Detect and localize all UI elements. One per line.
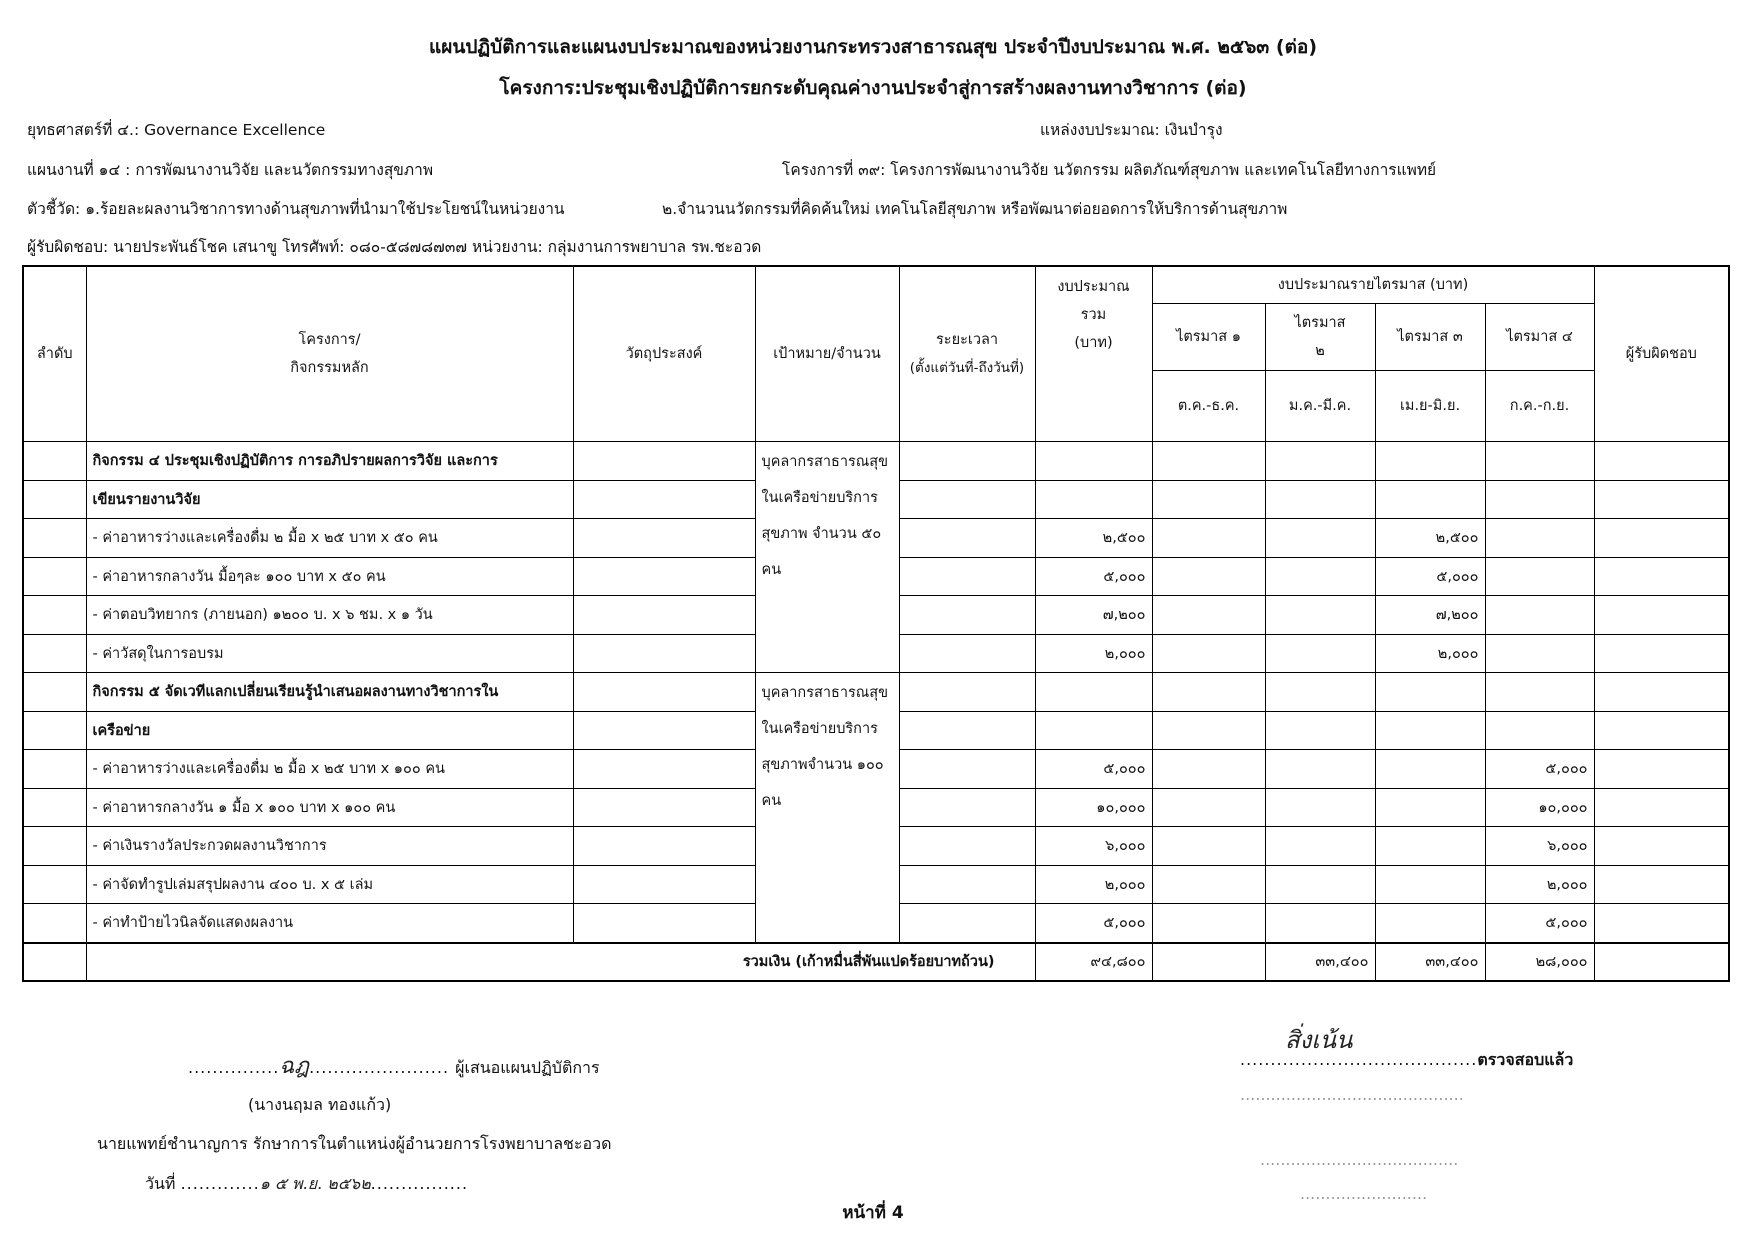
date-label: วันที่ — [145, 1174, 176, 1193]
header-q3-range: เม.ย-มิ.ย. — [1375, 371, 1485, 442]
activity5-item-2-q4: ๑๐,๐๐๐ — [1485, 788, 1594, 827]
total-q3: ๓๓,๔๐๐ — [1375, 943, 1485, 981]
checker-label: ตรวจสอบแล้ว — [1477, 1050, 1574, 1069]
total-sum: ๙๔,๘๐๐ — [1035, 943, 1152, 981]
header-row-1 — [23, 266, 1729, 304]
header-q3: ไตรมาส ๓ — [1375, 304, 1485, 371]
indicator-2-text: ๒.จำนวนนวัตกรรมที่คิดค้นใหม่ เทคโนโลยีสุขภาพ หรือพัฒนาต่อยอดการให้บริการด้านสุขภาพ — [662, 200, 1288, 218]
activity5-title-line1: กิจกรรม ๕ จัดเวทีแลกเปลี่ยนเรียนรู้นำเสนอผลงานทางวิชาการใน — [86, 673, 573, 712]
activity4-target: บุคลากรสาธารณสุข ในเครือข่ายบริการ สุขภาพ จำนวน ๕๐ คน — [755, 442, 899, 673]
activity4-title-line2: เขียนรายงานวิจัย — [86, 480, 573, 519]
activity5-item-3-q4: ๖,๐๐๐ — [1485, 827, 1594, 866]
activity4-item-3-label: - ค่าตอบวิทยากร (ภายนอก) ๑๒๐๐ บ. x ๖ ชม. x ๑ วัน — [86, 596, 573, 635]
header-project-line1: โครงการ/ — [298, 332, 361, 348]
activity4-item-2-q3: ๕,๐๐๐ — [1375, 557, 1485, 596]
faint-line-3: ......................... — [1300, 1184, 1428, 1203]
indicator-1-text: ตัวชี้วัด: ๑.ร้อยละผลงานวิชาการทางด้านสุขภาพที่นำมาใช้ประโยชน์ในหน่วยงาน — [27, 200, 565, 218]
table-row — [23, 673, 1729, 712]
proposer-signature: ฉฎ — [279, 1054, 310, 1079]
header-q2-line1: ไตรมาส — [1294, 315, 1346, 331]
page-number: หน้าที่ 4 — [842, 1203, 904, 1223]
header-budget-line2: รวม — [1080, 307, 1107, 323]
checker-signature-line — [1240, 1026, 1574, 1073]
header-q4: ไตรมาส ๔ — [1485, 304, 1594, 371]
faint-line-1: ............................................ — [1240, 1085, 1464, 1104]
total-q4: ๒๘,๐๐๐ — [1485, 943, 1594, 981]
responsible-text: ผู้รับผิดชอบ: นายประพันธ์โชค เสนาขู โทรศัพท์: ๐๘๐-๕๘๗๘๗๓๗ หน่วยงาน: กลุ่มงานการพยาบาล รพ.ชะอวด — [27, 238, 762, 256]
activity4-item-2-total: ๕,๐๐๐ — [1035, 557, 1152, 596]
budget-source-text: แหล่งงบประมาณ: เงินบำรุง — [1040, 121, 1223, 139]
activity5-item-2-label: - ค่าอาหารกลางวัน ๑ มื้อ x ๑๐๐ บาท x ๑๐๐ คน — [86, 788, 573, 827]
activity5-item-1-total: ๕,๐๐๐ — [1035, 750, 1152, 789]
activity4-item-3-q3: ๗,๒๐๐ — [1375, 596, 1485, 635]
total-row — [23, 943, 1729, 981]
header-period-line1: ระยะเวลา — [936, 332, 998, 348]
header-period-line2: (ตั้งแต่วันที่-ถึงวันที่) — [909, 360, 1025, 376]
checker-dotted-line: ....................................... — [1240, 1050, 1478, 1069]
activity5-item-5-q4: ๕,๐๐๐ — [1485, 904, 1594, 943]
activity5-item-4-q4: ๒,๐๐๐ — [1485, 865, 1594, 904]
proposer-signature-line — [188, 1048, 600, 1083]
activity5-item-3-label: - ค่าเงินรางวัลประกวดผลงานวิชาการ — [86, 827, 573, 866]
activity5-title-line2: เครือข่าย — [86, 711, 573, 750]
header-period — [899, 266, 1035, 442]
document-title: แผนปฏิบัติการและแผนงบประมาณของหน่วยงานกระทรวงสาธารณสุข ประจำปีงบประมาณ พ.ศ. ๒๕๖๓ (ต่อ) — [428, 36, 1318, 58]
date-value: ๑ ๕ พ.ย. ๒๕๖๒ — [259, 1174, 371, 1193]
header-budget-line3: (บาท) — [1074, 335, 1113, 351]
total-q2: ๓๓,๔๐๐ — [1265, 943, 1375, 981]
director-title: นายแพทย์ชำนาญการ รักษาการในตำแหน่งผู้อำนวยการโรงพยาบาลชะอวด — [97, 1134, 612, 1153]
activity4-item-4-total: ๒,๐๐๐ — [1035, 634, 1152, 673]
project-title: โครงการ:ประชุมเชิงปฏิบัติการยกระดับคุณค่างานประจำสู่การสร้างผลงานทางวิชาการ (ต่อ) — [499, 77, 1247, 99]
activity5-item-5-label: - ค่าทำป้ายไวนิลจัดแสดงผลงาน — [86, 904, 573, 943]
proposer-name: (นางนฤมล ทองแก้ว) — [248, 1095, 392, 1114]
activity4-title-line1: กิจกรรม ๔ ประชุมเชิงปฏิบัติการ การอภิปรายผลการวิจัย และการ — [86, 442, 573, 481]
header-responsible: ผู้รับผิดชอบ — [1594, 266, 1729, 442]
header-q2 — [1265, 304, 1375, 371]
plan-text: แผนงานที่ ๑๔ : การพัฒนางานวิจัย และนวัตกรรมทางสุขภาพ — [27, 161, 434, 179]
header-target: เป้าหมาย/จำนวน — [755, 266, 899, 442]
faint-line-2: ....................................... — [1260, 1150, 1459, 1169]
strategy-text: ยุทธศาสตร์ที่ ๔.: Governance Excellence — [27, 121, 326, 139]
header-budget-line1: งบประมาณ — [1057, 279, 1130, 295]
activity5-item-2-total: ๑๐,๐๐๐ — [1035, 788, 1152, 827]
project-number-text: โครงการที่ ๓๙: โครงการพัฒนางานวิจัย นวัตกรรม ผลิตภัณฑ์สุขภาพ และเทคโนโลยีทางการแพทย์ — [782, 161, 1437, 179]
header-budget — [1035, 266, 1152, 442]
budget-table — [22, 265, 1730, 982]
activity4-item-2-label: - ค่าอาหารกลางวัน มื้อๆละ ๑๐๐ บาท x ๕๐ คน — [86, 557, 573, 596]
activity4-item-3-total: ๗,๒๐๐ — [1035, 596, 1152, 635]
header-project-line2: กิจกรรมหลัก — [290, 360, 369, 376]
header-q4-range: ก.ค.-ก.ย. — [1485, 371, 1594, 442]
proposer-dotted-line-2: ....................... — [309, 1058, 456, 1077]
header-no: ลำดับ — [23, 266, 86, 442]
header-objective: วัตถุประสงค์ — [573, 266, 755, 442]
header-q1: ไตรมาส ๑ — [1152, 304, 1265, 371]
table-row — [23, 442, 1729, 481]
total-label: รวมเงิน (เก้าหมื่นสี่พันแปดร้อยบาทถ้วน) — [86, 943, 1035, 981]
activity4-item-1-total: ๒,๕๐๐ — [1035, 519, 1152, 558]
proposer-dotted-line: ............... — [188, 1058, 280, 1077]
date-line — [145, 1172, 468, 1197]
activity5-item-4-label: - ค่าจัดทำรูปเล่มสรุปผลงาน ๔๐๐ บ. x ๕ เล่ม — [86, 865, 573, 904]
activity5-item-3-total: ๖,๐๐๐ — [1035, 827, 1152, 866]
activity5-target: บุคลากรสาธารณสุข ในเครือข่ายบริการ สุขภาพจำนวน ๑๐๐ คน — [755, 673, 899, 943]
activity5-item-1-label: - ค่าอาหารว่างและเครื่องดื่ม ๒ มื้อ x ๒๕ บาท x ๑๐๐ คน — [86, 750, 573, 789]
header-q1-range: ต.ค.-ธ.ค. — [1152, 371, 1265, 442]
date-dotted-line-2: ................ — [370, 1174, 469, 1193]
date-dotted-line: ............. — [180, 1174, 260, 1193]
header-q2-range: ม.ค.-มี.ค. — [1265, 371, 1375, 442]
header-project — [86, 266, 573, 442]
proposer-role: ผู้เสนอแผนปฏิบัติการ — [455, 1058, 600, 1077]
activity5-item-4-total: ๒,๐๐๐ — [1035, 865, 1152, 904]
header-quarterly: งบประมาณรายไตรมาส (บาท) — [1152, 266, 1594, 304]
activity4-item-1-q3: ๒,๕๐๐ — [1375, 519, 1485, 558]
checker-signature: สิ่งเน้น — [1285, 1026, 1353, 1054]
activity4-item-1-label: - ค่าอาหารว่างและเครื่องดื่ม ๒ มื้อ x ๒๕ บาท x ๕๐ คน — [86, 519, 573, 558]
activity5-item-1-q4: ๕,๐๐๐ — [1485, 750, 1594, 789]
activity4-item-4-label: - ค่าวัสดุในการอบรม — [86, 634, 573, 673]
activity5-item-5-total: ๕,๐๐๐ — [1035, 904, 1152, 943]
activity4-item-4-q3: ๒,๐๐๐ — [1375, 634, 1485, 673]
header-q2-line2: ๒ — [1315, 343, 1325, 359]
